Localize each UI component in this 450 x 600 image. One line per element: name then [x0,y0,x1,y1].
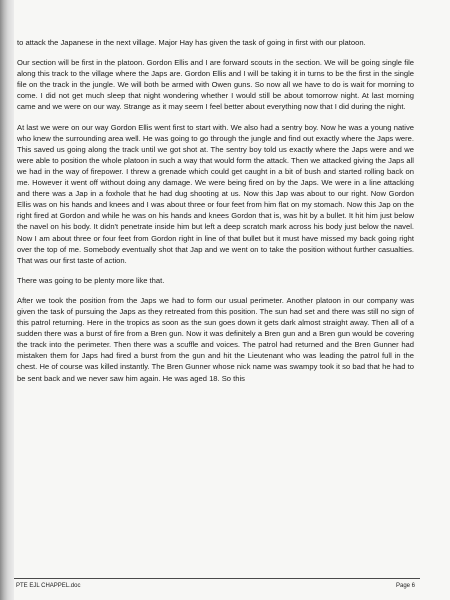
footer-divider [14,578,420,579]
paragraph-5: After we took the position from the Japs we had to form our usual perimeter. Another platoon in our company was given the task of pursuing the Japs as they retreated from this position. The sun had set and there was still no sign of this patrol returning. Here in the tropics as soon as the sun goes down it gets dark almost straight away. Then all of a sudden there was a burst of fire from a Bren gun. Now it was definitely a Bren gun and a Bren gun would be covering the track into the perimeter. Then there was a scuffle and voices. The patrol had returned and the Bren Gunner had mistaken them for Japs had fired a burst from the gun and hit the Lieutenant who was leading the patrol full in the chest. He of course was killed instantly. The Bren Gunner whose nick name was swampy took it so bad that he had to be sent back and we never saw him again. He was aged 18. So this [17,295,414,383]
scan-binding-edge [0,0,14,600]
footer-page-number: Page 6 [396,583,416,589]
paragraph-4: There was going to be plenty more like that. [17,275,165,285]
paragraph-3: At last we were on our way Gordon Ellis went first to start with. We also had a sentry boy. Now he was a young native who knew the surrounding area well. He was going to go through the jungle and find out exactly where the Japs were. This saved us going along the track until we got shot at. The sentry boy told us exactly where the Japs were and we were able to position the whole platoon in such a way that would form the attack. Then we attacked giving the Japs all we had in the way of firepower. I threw a grenade which could get caught in a bit of bush and started rolling back on me. However it went off without doing any damage. We were being fired on by the Japs. We were in a line attacking and there was a Jap in a foxhole that he had dug shooting at us. Now this Jap was about to our right. Now Gordon Ellis was on his hands and knees and I was about three or four feet from him flat on my stomach. Now this Jap on the right fired at Gordon and while he was on his hands and knees Gordon that is, was hit by a bullet. It hit him just below the navel on his body. It didn't penetrate inside him but left a deep scratch mark across his body just below the navel. Now I am about three or four feet from Gordon right in line of that bullet but it must have missed my back going right over the top of me. Somebody eventually shot that Jap and we went on to take the position without further casualties. That was our first taste of action. [17,122,414,265]
paragraph-1: to attack the Japanese in the next village. Major Hay has given the task of going in first with our platoon. [17,38,366,47]
paragraph-2: Our section will be first in the platoon. Gordon Ellis and I are forward scouts in the section. We will be going single file along this track to the village where the Japs are. Gordon Ellis and I will be taking it in turns to be the first in the single file on the track in the jungle. We will both be armed with Owen guns. So now all we have to do is wait for morning to come. I did not get much sleep that night wondering whether I would still be about tomorrow night. At last morning came and we were on our way. Strange as it may seem I feel better about everything now that I did during the night. [17,58,414,112]
document-body [17,37,414,393]
footer-filename: PTE EJL CHAPPEL.doc [16,583,81,589]
